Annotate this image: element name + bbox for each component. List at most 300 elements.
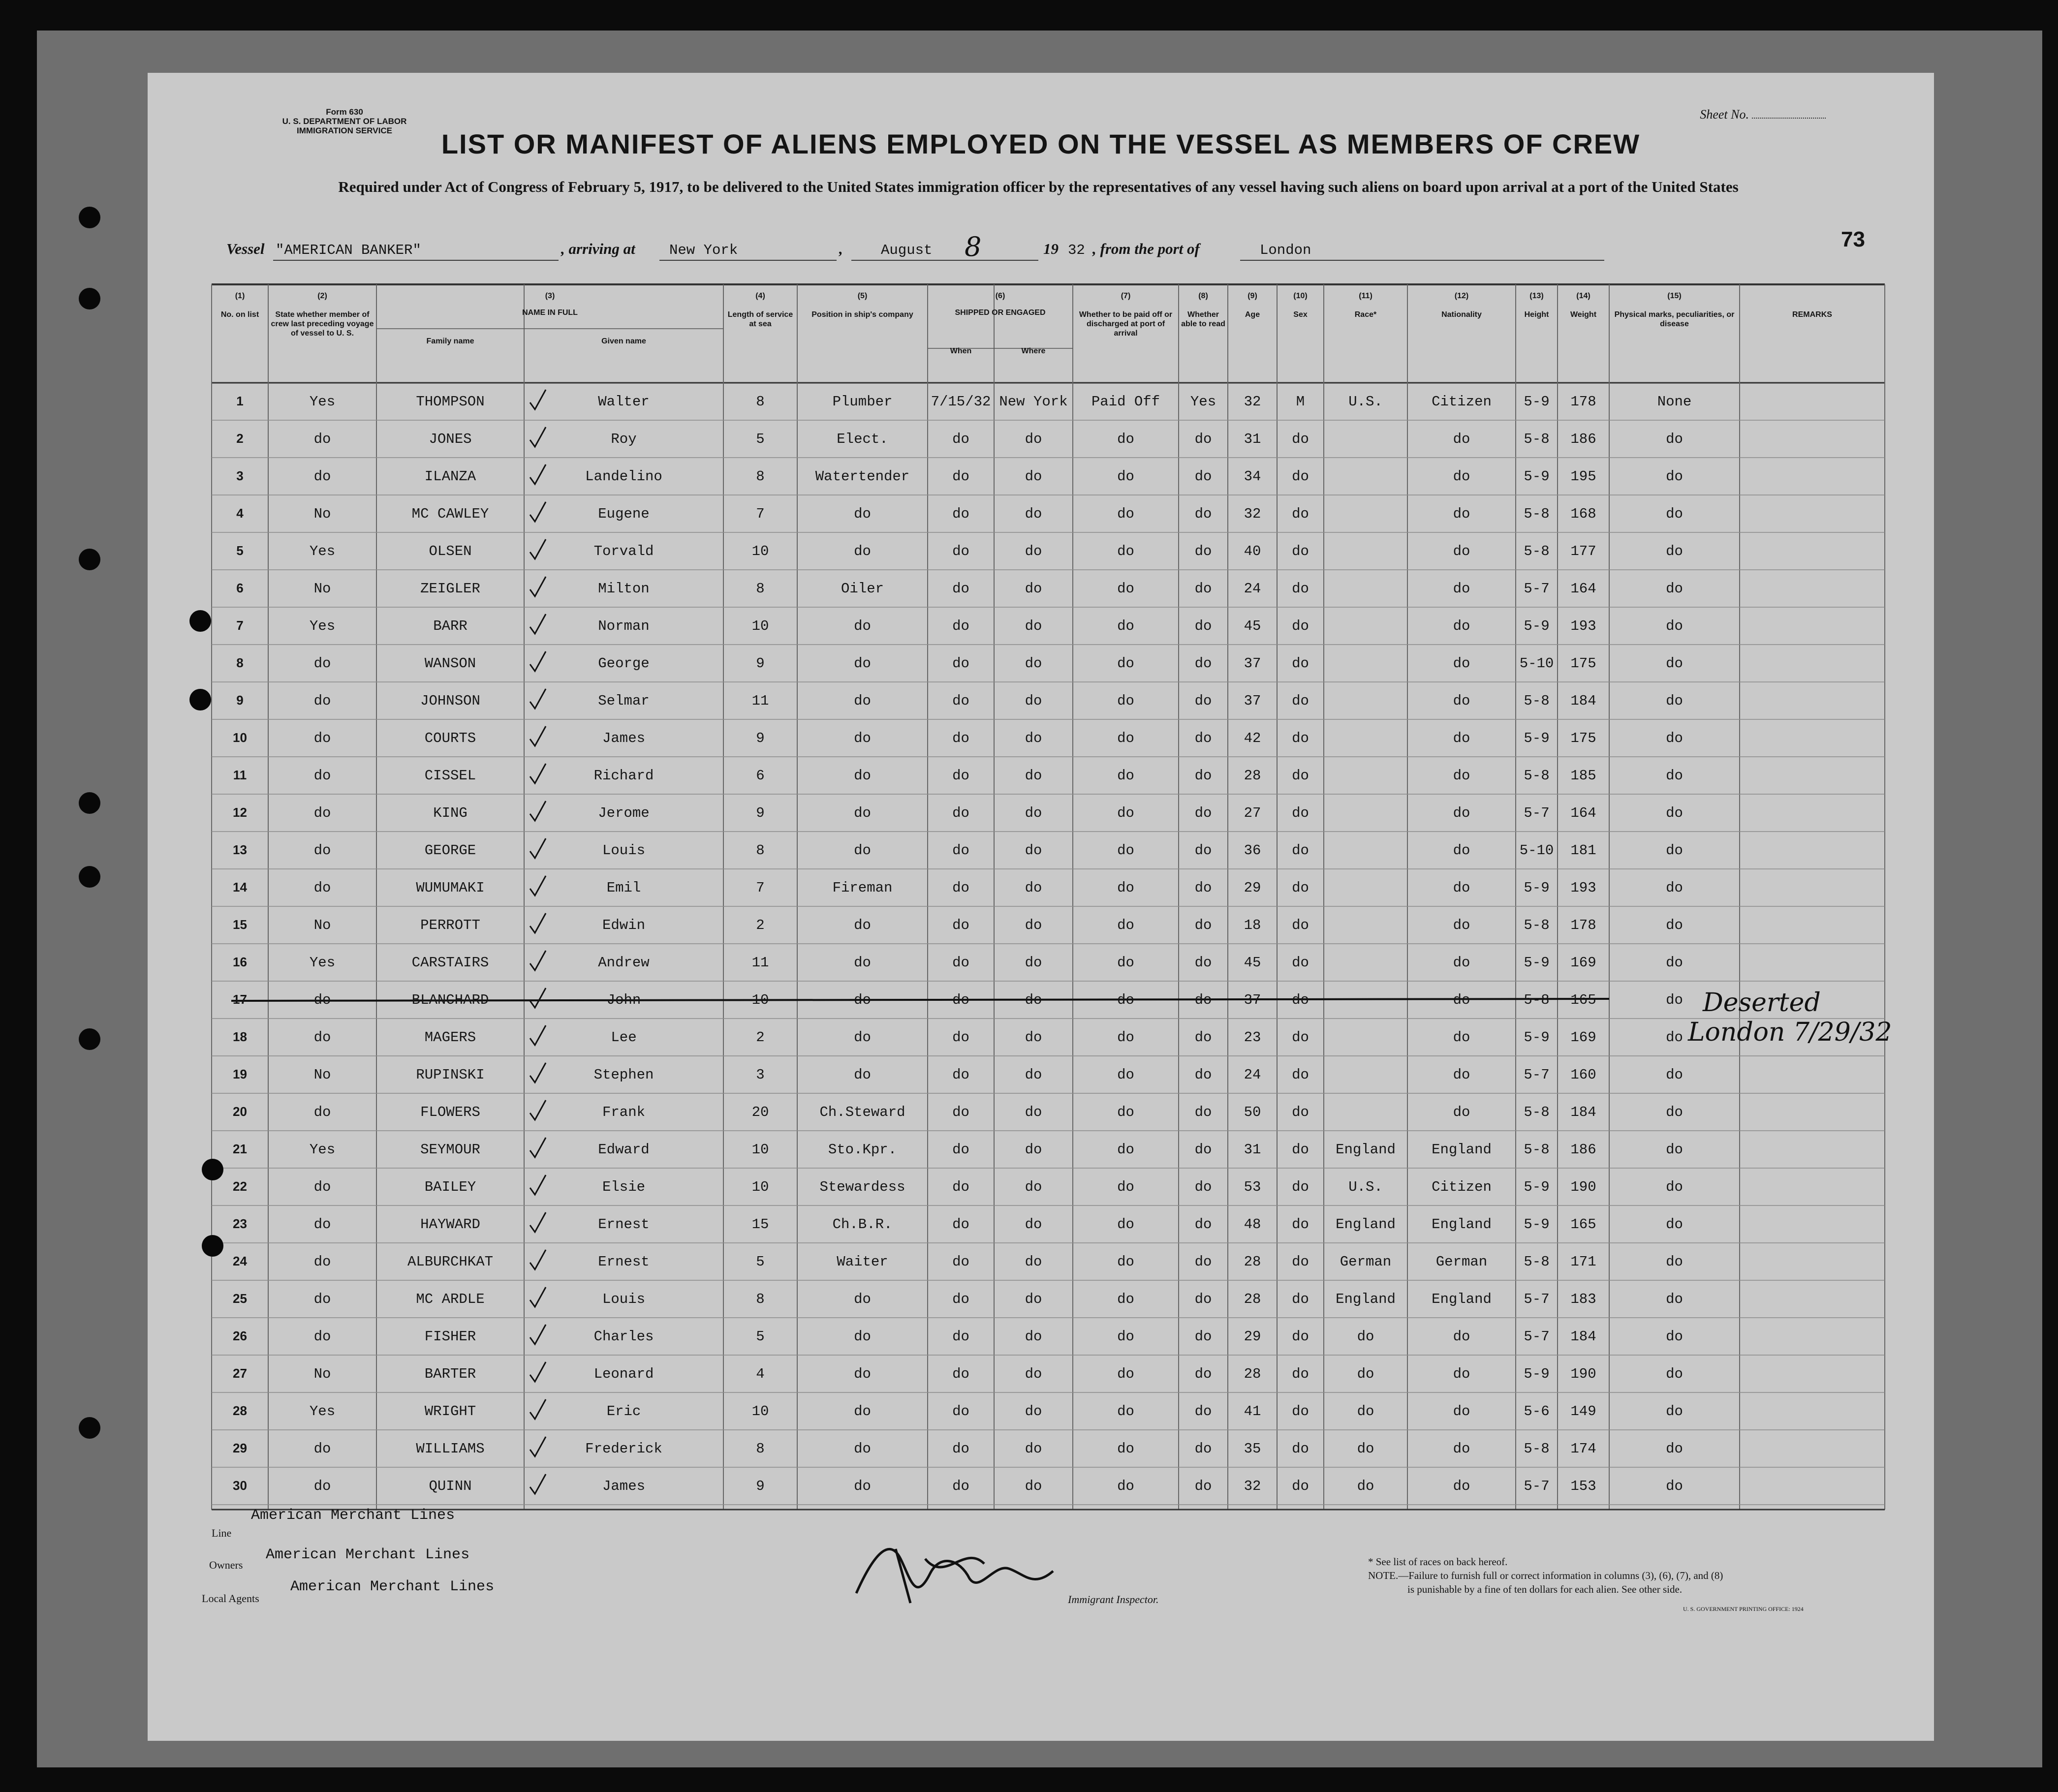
binder-hole <box>189 689 211 711</box>
table-cell: do <box>1194 1142 1212 1158</box>
table-cell: 11 <box>233 768 247 782</box>
table-cell: do <box>1292 955 1309 971</box>
table-cell: John <box>606 992 641 1008</box>
table-cell: do <box>313 1441 331 1457</box>
table-cell: do <box>854 842 871 859</box>
table-cell: do <box>1025 581 1042 597</box>
table-cell: do <box>1194 1254 1212 1270</box>
table-cell: JOHNSON <box>420 693 480 709</box>
column-header: Height <box>1524 310 1549 319</box>
table-cell: BARR <box>433 618 468 634</box>
table-cell: KING <box>433 805 468 821</box>
table-cell: 5-9 <box>1524 880 1550 896</box>
table-cell: 7/15/32 <box>931 394 991 410</box>
table-cell: 28 <box>1244 768 1261 784</box>
table-cell: do <box>1453 543 1470 559</box>
table-cell: 5-8 <box>1524 1254 1550 1270</box>
column-header: NAME IN FULL <box>522 309 578 317</box>
table-cell: do <box>952 1403 969 1420</box>
table-cell: 164 <box>1570 581 1596 597</box>
table-cell: do <box>1194 693 1212 709</box>
form-department: U. S. DEPARTMENT OF LABOR <box>282 117 407 126</box>
column-header: Physical marks, peculiarities, or disease <box>1614 310 1735 328</box>
table-cell: do <box>1453 655 1470 672</box>
column-header: Length of service at sea <box>727 310 793 328</box>
table-cell: 5-9 <box>1524 955 1550 971</box>
table-cell: 8 <box>756 581 765 597</box>
table-cell: do <box>1117 1329 1134 1345</box>
table-cell: 24 <box>233 1254 247 1268</box>
vessel-name: "AMERICAN BANKER" <box>276 242 421 258</box>
table-cell: THOMPSON <box>416 394 485 410</box>
table-cell: do <box>313 1104 331 1120</box>
table-cell: 193 <box>1570 880 1596 896</box>
arriving-label: , arriving at <box>561 240 635 257</box>
table-cell: do <box>952 1366 969 1382</box>
form-number: Form 630 <box>326 107 363 117</box>
table-cell: JONES <box>429 431 472 447</box>
table-cell: England <box>1336 1291 1396 1307</box>
table-cell: England <box>1432 1216 1492 1233</box>
table-cell: 23 <box>233 1216 247 1231</box>
table-cell: Milton <box>598 581 650 597</box>
table-cell: 37 <box>1244 693 1261 709</box>
sheet-no-label: Sheet No. <box>1700 107 1749 122</box>
table-cell: 190 <box>1570 1366 1596 1382</box>
table-cell: do <box>854 1478 871 1494</box>
table-cell: do <box>1666 655 1683 672</box>
table-cell: do <box>1292 543 1309 559</box>
table-cell: 160 <box>1570 1067 1596 1083</box>
table-cell: do <box>1666 1104 1683 1120</box>
table-cell: Citizen <box>1432 394 1492 410</box>
table-cell: do <box>1666 955 1683 971</box>
table-cell: do <box>1025 1254 1042 1270</box>
table-cell: 32 <box>1244 394 1261 410</box>
table-cell: German <box>1435 1254 1488 1270</box>
table-cell: 8 <box>756 394 765 410</box>
table-cell: do <box>1025 955 1042 971</box>
column-header: Weight <box>1570 310 1597 319</box>
table-cell: 18 <box>233 1029 247 1044</box>
column-number: (3) <box>545 292 555 300</box>
table-cell: 42 <box>1244 730 1261 746</box>
table-cell: BAILEY <box>424 1179 476 1195</box>
table-cell: do <box>1666 1216 1683 1233</box>
table-cell: do <box>1025 805 1042 821</box>
table-cell: 4 <box>236 506 244 521</box>
table-cell: 5-7 <box>1524 1291 1550 1307</box>
table-cell: 184 <box>1570 1329 1596 1345</box>
table-cell: do <box>952 955 969 971</box>
table-cell: 5-7 <box>1524 1329 1550 1345</box>
table-cell: do <box>1453 805 1470 821</box>
binder-hole <box>202 1159 223 1180</box>
table-cell: do <box>1666 506 1683 522</box>
table-cell: 5-8 <box>1524 1441 1550 1457</box>
table-cell: do <box>1194 1104 1212 1120</box>
table-cell: None <box>1657 394 1692 410</box>
table-cell: 12 <box>233 805 247 820</box>
table-cell: 21 <box>233 1142 247 1156</box>
table-cell: 1 <box>236 394 244 408</box>
table-cell: 8 <box>756 468 765 485</box>
column-number: (2) <box>317 292 327 300</box>
table-cell: do <box>1025 1478 1042 1494</box>
table-cell: do <box>313 880 331 896</box>
table-cell: 8 <box>756 1441 765 1457</box>
table-cell: 3 <box>756 1067 765 1083</box>
table-cell: do <box>1666 431 1683 447</box>
table-cell: 30 <box>233 1478 247 1493</box>
table-cell: 45 <box>1244 955 1261 971</box>
table-cell: 10 <box>233 730 247 745</box>
table-cell: do <box>1025 506 1042 522</box>
table-cell: 5-8 <box>1524 992 1550 1008</box>
table-cell: do <box>1453 730 1470 746</box>
table-cell: 9 <box>236 693 244 708</box>
column-header: Whether able to read <box>1181 310 1225 328</box>
table-cell: 3 <box>236 468 244 483</box>
remark-deserted: Deserted <box>1703 988 1821 1018</box>
table-cell: do <box>1025 543 1042 559</box>
table-cell: 53 <box>1244 1179 1261 1195</box>
table-cell: 32 <box>1244 1478 1261 1494</box>
table-cell: 169 <box>1570 1029 1596 1046</box>
table-cell: do <box>1453 468 1470 485</box>
table-cell: 5-8 <box>1524 506 1550 522</box>
table-cell: do <box>313 1478 331 1494</box>
table-cell: 5-8 <box>1524 917 1550 933</box>
table-cell: 27 <box>1244 805 1261 821</box>
table-cell: do <box>1117 1216 1134 1233</box>
table-cell: 35 <box>1244 1441 1261 1457</box>
table-cell: do <box>1194 805 1212 821</box>
table-cell: 37 <box>1244 992 1261 1008</box>
table-cell: do <box>1025 992 1042 1008</box>
table-cell: Charles <box>593 1329 654 1345</box>
table-cell: do <box>1292 618 1309 634</box>
table-cell: 171 <box>1570 1254 1596 1270</box>
table-cell: do <box>952 880 969 896</box>
table-cell: 8 <box>756 1291 765 1307</box>
column-subheader: Where <box>1021 347 1046 355</box>
table-cell: do <box>1453 1441 1470 1457</box>
table-cell: 185 <box>1570 768 1596 784</box>
table-cell: 48 <box>1244 1216 1261 1233</box>
vessel-label: Vessel <box>226 240 265 257</box>
column-header: No. on list <box>220 310 259 319</box>
table-cell: 14 <box>233 880 247 895</box>
table-cell: 5-10 <box>1519 655 1554 672</box>
table-cell: 177 <box>1570 543 1596 559</box>
table-cell: do <box>1292 880 1309 896</box>
table-cell: do <box>1194 618 1212 634</box>
table-cell: do <box>1117 1478 1134 1494</box>
table-cell: do <box>1025 618 1042 634</box>
column-subheader: Family name <box>426 337 474 345</box>
table-cell: Torvald <box>593 543 654 559</box>
table-cell: 10 <box>751 1179 769 1195</box>
table-cell: 5 <box>756 1254 765 1270</box>
table-cell: 17 <box>233 992 247 1007</box>
table-cell: 2 <box>756 1029 765 1046</box>
table-cell: Ernest <box>598 1254 650 1270</box>
table-cell: Stephen <box>593 1067 654 1083</box>
table-cell: 5-7 <box>1524 1067 1550 1083</box>
table-cell: 26 <box>233 1329 247 1343</box>
table-cell: do <box>952 1104 969 1120</box>
table-cell: 24 <box>1244 1067 1261 1083</box>
table-cell: Leonard <box>593 1366 654 1382</box>
table-cell: 5 <box>756 431 765 447</box>
table-cell: do <box>1666 543 1683 559</box>
table-cell: 5-8 <box>1524 543 1550 559</box>
table-cell: do <box>854 955 871 971</box>
table-cell: 31 <box>1244 431 1261 447</box>
table-cell: do <box>1666 842 1683 859</box>
table-cell: do <box>1357 1366 1374 1382</box>
table-cell: 9 <box>756 805 765 821</box>
table-cell: do <box>1292 1216 1309 1233</box>
table-cell: Elsie <box>602 1179 645 1195</box>
table-cell: England <box>1336 1216 1396 1233</box>
column-header: REMARKS <box>1792 310 1832 319</box>
table-cell: 19 <box>233 1067 247 1081</box>
table-cell: 40 <box>1244 543 1261 559</box>
table-cell: do <box>1453 1366 1470 1382</box>
table-cell: do <box>1292 581 1309 597</box>
table-cell: do <box>854 917 871 933</box>
table-cell: 32 <box>1244 506 1261 522</box>
table-cell: do <box>1292 468 1309 485</box>
column-number: (5) <box>857 292 868 300</box>
arrival-year: 32 <box>1068 242 1085 258</box>
table-cell: 190 <box>1570 1179 1596 1195</box>
inspector-label: Immigrant Inspector. <box>1068 1593 1159 1606</box>
column-header: Age <box>1245 310 1260 319</box>
table-cell: do <box>1117 1029 1134 1046</box>
table-cell: Yes <box>309 955 336 971</box>
table-cell: do <box>1117 1179 1134 1195</box>
table-cell: do <box>1453 618 1470 634</box>
table-cell: Plumber <box>832 394 893 410</box>
table-cell: do <box>313 693 331 709</box>
table-cell: HAYWARD <box>420 1216 480 1233</box>
table-cell: 5-9 <box>1524 1179 1550 1195</box>
table-cell: do <box>952 842 969 859</box>
table-cell: WRIGHT <box>424 1403 476 1420</box>
table-cell: do <box>854 1329 871 1345</box>
table-cell: 186 <box>1570 431 1596 447</box>
column-number: (9) <box>1247 292 1257 300</box>
table-cell: do <box>1025 730 1042 746</box>
table-cell: do <box>854 1029 871 1046</box>
binder-hole <box>79 866 100 888</box>
table-cell: do <box>1194 1216 1212 1233</box>
table-cell: Landelino <box>585 468 662 485</box>
table-cell: do <box>1194 581 1212 597</box>
column-number: (15) <box>1667 292 1682 300</box>
table-cell: 28 <box>1244 1366 1261 1382</box>
table-cell: do <box>1117 1104 1134 1120</box>
table-cell: Andrew <box>598 955 650 971</box>
table-cell: do <box>313 1029 331 1046</box>
table-cell: BLANCHARD <box>411 992 489 1008</box>
table-cell: do <box>1194 1403 1212 1420</box>
table-cell: do <box>1025 1179 1042 1195</box>
table-cell: do <box>952 730 969 746</box>
table-cell: do <box>1666 581 1683 597</box>
table-cell: do <box>1194 1179 1212 1195</box>
table-cell: do <box>1194 730 1212 746</box>
table-cell: WILLIAMS <box>416 1441 485 1457</box>
table-cell: 5-9 <box>1524 618 1550 634</box>
table-cell: do <box>952 506 969 522</box>
table-cell: do <box>952 805 969 821</box>
table-cell: do <box>1117 1142 1134 1158</box>
table-cell: ILANZA <box>424 468 476 485</box>
table-cell: do <box>952 618 969 634</box>
table-cell: 5-7 <box>1524 805 1550 821</box>
remark-london-date: London 7/29/32 <box>1688 1018 1892 1047</box>
table-cell: do <box>1194 543 1212 559</box>
sheet-number: 73 <box>1841 227 1865 251</box>
table-cell: do <box>1117 506 1134 522</box>
requirement-text: Required under Act of Congress of February 5, 1917, to be delivered to the United States immigration officer by the representatives of any vessel having such aliens on board upon arrival at a port of the United States <box>338 178 1739 195</box>
table-cell: Oiler <box>841 581 884 597</box>
table-cell: do <box>1194 1441 1212 1457</box>
table-cell: do <box>952 1142 969 1158</box>
table-cell: do <box>1666 468 1683 485</box>
table-cell: No <box>313 506 331 522</box>
table-cell: do <box>1453 581 1470 597</box>
table-cell: 34 <box>1244 468 1261 485</box>
table-cell: do <box>1025 693 1042 709</box>
table-cell: 31 <box>1244 1142 1261 1158</box>
table-cell: 5-9 <box>1524 1366 1550 1382</box>
penalty-note-cont: is punishable by a fine of ten dollars for each alien. See other side. <box>1407 1583 1683 1595</box>
table-cell: do <box>952 1029 969 1046</box>
table-cell: Fireman <box>832 880 893 896</box>
table-cell: ALBURCHKAT <box>407 1254 494 1270</box>
table-cell: do <box>952 1216 969 1233</box>
manifest-sheet <box>148 73 1934 1741</box>
table-cell: RUPINSKI <box>416 1067 485 1083</box>
table-cell: do <box>1357 1329 1374 1345</box>
table-cell: 175 <box>1570 655 1596 672</box>
table-cell: do <box>1453 1029 1470 1046</box>
table-cell: do <box>1453 992 1470 1008</box>
table-cell: do <box>1666 1441 1683 1457</box>
table-cell: 36 <box>1244 842 1261 859</box>
table-cell: do <box>1194 1478 1212 1494</box>
table-cell: do <box>1292 805 1309 821</box>
binder-hole <box>79 792 100 814</box>
table-cell: do <box>1117 543 1134 559</box>
table-cell: 186 <box>1570 1142 1596 1158</box>
table-cell: do <box>1292 1329 1309 1345</box>
table-cell: 181 <box>1570 842 1596 859</box>
table-cell: do <box>1194 880 1212 896</box>
table-cell: England <box>1432 1142 1492 1158</box>
table-cell: do <box>1453 693 1470 709</box>
table-cell: 5-9 <box>1524 1029 1550 1046</box>
table-cell: do <box>1117 768 1134 784</box>
table-cell: do <box>1025 768 1042 784</box>
table-cell: James <box>602 730 645 746</box>
penalty-note: NOTE.—Failure to furnish full or correct information in columns (3), (6), (7), and (8) <box>1368 1570 1723 1581</box>
table-cell: do <box>1194 431 1212 447</box>
table-cell: do <box>1194 768 1212 784</box>
table-cell: do <box>1025 1329 1042 1345</box>
table-cell: 7 <box>236 618 244 633</box>
column-number: (12) <box>1454 292 1469 300</box>
table-cell: do <box>1292 1029 1309 1046</box>
table-cell: do <box>854 1366 871 1382</box>
table-cell: 5-9 <box>1524 1216 1550 1233</box>
table-cell: U.S. <box>1348 1179 1383 1195</box>
table-cell: do <box>952 581 969 597</box>
table-cell: 27 <box>233 1366 247 1381</box>
table-cell: ZEIGLER <box>420 581 480 597</box>
table-cell: do <box>313 1179 331 1195</box>
table-cell: do <box>1117 842 1134 859</box>
table-cell: 20 <box>751 1104 769 1120</box>
table-cell: do <box>854 543 871 559</box>
table-cell: do <box>952 1478 969 1494</box>
table-cell: do <box>1194 992 1212 1008</box>
table-cell: do <box>854 1067 871 1083</box>
table-cell: do <box>1292 1291 1309 1307</box>
table-cell: do <box>952 1254 969 1270</box>
binder-hole <box>79 549 100 570</box>
table-cell: do <box>952 1329 969 1345</box>
table-cell: do <box>1666 1179 1683 1195</box>
table-cell: 195 <box>1570 468 1596 485</box>
table-cell: do <box>952 543 969 559</box>
table-cell: Edward <box>598 1142 650 1158</box>
table-cell: 7 <box>756 506 765 522</box>
table-cell: do <box>313 842 331 859</box>
table-cell: George <box>598 655 650 672</box>
races-note: * See list of races on back hereof. <box>1368 1556 1508 1568</box>
table-cell: do <box>952 655 969 672</box>
table-cell: do <box>854 730 871 746</box>
table-cell: do <box>1292 1366 1309 1382</box>
column-header: Race* <box>1354 310 1377 319</box>
table-cell: 10 <box>751 992 769 1008</box>
table-cell: Waiter <box>837 1254 888 1270</box>
table-cell: do <box>1292 1179 1309 1195</box>
table-cell: 5-7 <box>1524 581 1550 597</box>
table-cell: 15 <box>751 1216 769 1233</box>
table-cell: CARSTAIRS <box>411 955 489 971</box>
table-cell: England <box>1336 1142 1396 1158</box>
table-cell: 29 <box>1244 1329 1261 1345</box>
table-cell: do <box>1025 842 1042 859</box>
table-cell: do <box>1117 1254 1134 1270</box>
table-cell: 28 <box>233 1403 247 1418</box>
table-cell: do <box>1194 1029 1212 1046</box>
table-cell: 10 <box>751 1142 769 1158</box>
table-cell: do <box>1666 618 1683 634</box>
table-cell: do <box>1666 1329 1683 1345</box>
table-cell: Ernest <box>598 1216 650 1233</box>
table-cell: do <box>1292 1104 1309 1120</box>
table-cell: do <box>952 431 969 447</box>
table-cell: 174 <box>1570 1441 1596 1457</box>
